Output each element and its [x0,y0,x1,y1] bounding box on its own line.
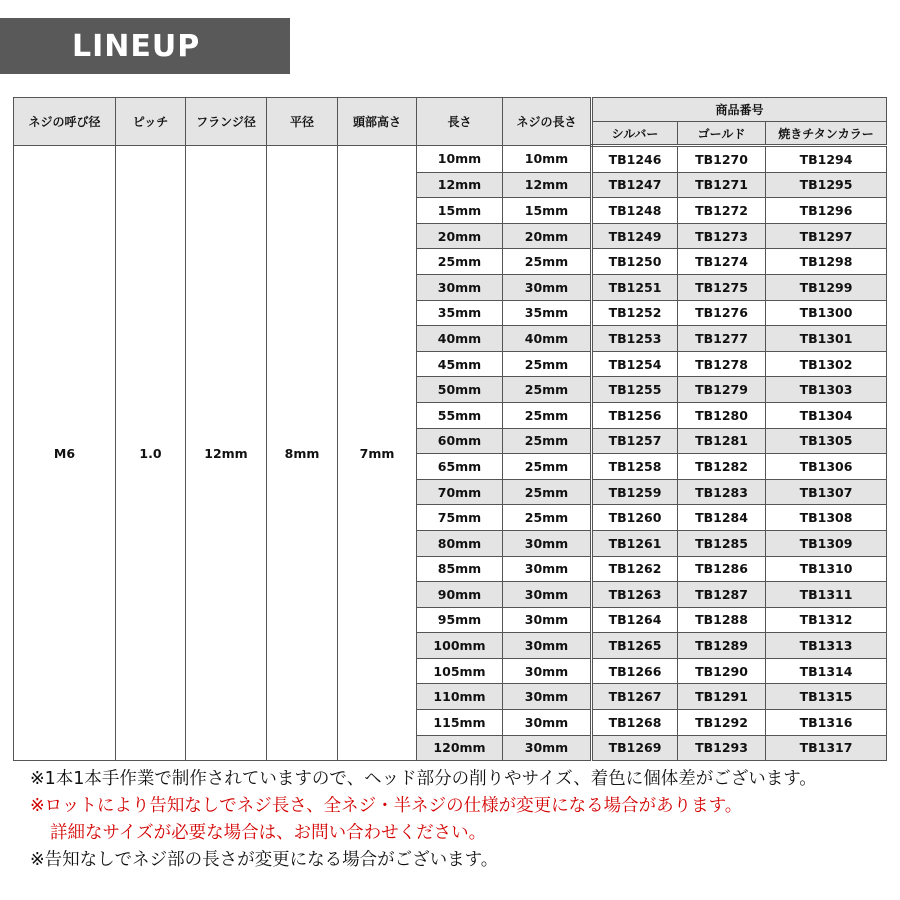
header-gold: ゴールド [678,122,766,146]
cell-gold: TB1270 [678,146,766,173]
cell-thread-length: 15mm [503,198,592,224]
cell-thread-length: 30mm [503,684,592,710]
cell-length: 40mm [417,326,503,352]
cell-gold: TB1292 [678,710,766,736]
cell-thread-length: 30mm [503,735,592,761]
cell-burnt-titanium: TB1311 [766,582,887,608]
cell-thread-length: 30mm [503,530,592,556]
cell-silver: TB1257 [592,428,678,454]
cell-silver: TB1247 [592,172,678,198]
cell-silver: TB1246 [592,146,678,173]
cell-thread-length: 12mm [503,172,592,198]
cell-length: 110mm [417,684,503,710]
cell-thread-length: 30mm [503,633,592,659]
cell-burnt-titanium: TB1302 [766,351,887,377]
cell-thread-length: 30mm [503,658,592,684]
cell-thread-length: 20mm [503,223,592,249]
cell-length: 55mm [417,402,503,428]
note-3: 詳細なサイズが必要な場合は、お問い合わせください。 [50,823,487,843]
cell-length: 60mm [417,428,503,454]
cell-length: 50mm [417,377,503,403]
title-banner [0,18,290,74]
cell-length: 75mm [417,505,503,531]
cell-silver: TB1258 [592,454,678,480]
cell-thread-diameter: M6 [14,146,116,761]
cell-length: 90mm [417,582,503,608]
cell-length: 10mm [417,146,503,173]
cell-silver: TB1261 [592,530,678,556]
cell-flange-diameter: 12mm [186,146,267,761]
cell-gold: TB1281 [678,428,766,454]
header-head-height: 頭部高さ [338,98,417,146]
note-4: ※告知なしでネジ部の長さが変更になる場合がございます。 [30,850,499,870]
cell-silver: TB1265 [592,633,678,659]
cell-silver: TB1250 [592,249,678,275]
cell-length: 12mm [417,172,503,198]
cell-thread-length: 25mm [503,402,592,428]
cell-silver: TB1263 [592,582,678,608]
cell-silver: TB1253 [592,326,678,352]
cell-silver: TB1251 [592,274,678,300]
notes [30,766,890,874]
cell-gold: TB1282 [678,454,766,480]
cell-length: 105mm [417,658,503,684]
cell-silver: TB1268 [592,710,678,736]
cell-silver: TB1252 [592,300,678,326]
cell-burnt-titanium: TB1316 [766,710,887,736]
cell-gold: TB1273 [678,223,766,249]
cell-gold: TB1277 [678,326,766,352]
cell-burnt-titanium: TB1299 [766,274,887,300]
cell-silver: TB1260 [592,505,678,531]
cell-silver: TB1259 [592,479,678,505]
cell-burnt-titanium: TB1307 [766,479,887,505]
cell-gold: TB1283 [678,479,766,505]
cell-burnt-titanium: TB1304 [766,402,887,428]
cell-gold: TB1272 [678,198,766,224]
cell-silver: TB1264 [592,607,678,633]
cell-gold: TB1291 [678,684,766,710]
cell-length: 120mm [417,735,503,761]
cell-thread-length: 25mm [503,479,592,505]
cell-gold: TB1285 [678,530,766,556]
header-flange-diameter: フランジ径 [186,98,267,146]
cell-length: 65mm [417,454,503,480]
cell-thread-length: 25mm [503,351,592,377]
cell-burnt-titanium: TB1308 [766,505,887,531]
cell-silver: TB1249 [592,223,678,249]
cell-length: 35mm [417,300,503,326]
cell-flat-diameter: 8mm [267,146,338,761]
cell-length: 100mm [417,633,503,659]
cell-thread-length: 30mm [503,710,592,736]
cell-thread-length: 40mm [503,326,592,352]
cell-burnt-titanium: TB1296 [766,198,887,224]
header-thread-length: ネジの長さ [503,98,592,146]
cell-gold: TB1289 [678,633,766,659]
cell-gold: TB1284 [678,505,766,531]
cell-gold: TB1293 [678,735,766,761]
header-flat-diameter: 平径 [267,98,338,146]
cell-burnt-titanium: TB1295 [766,172,887,198]
cell-burnt-titanium: TB1310 [766,556,887,582]
cell-burnt-titanium: TB1305 [766,428,887,454]
page-title: LINEUP [72,28,201,64]
cell-burnt-titanium: TB1315 [766,684,887,710]
header-silver: シルバー [592,122,678,146]
cell-length: 115mm [417,710,503,736]
cell-thread-length: 25mm [503,377,592,403]
cell-burnt-titanium: TB1306 [766,454,887,480]
cell-silver: TB1266 [592,658,678,684]
cell-thread-length: 30mm [503,582,592,608]
cell-thread-length: 10mm [503,146,592,173]
cell-burnt-titanium: TB1294 [766,146,887,173]
cell-silver: TB1254 [592,351,678,377]
cell-gold: TB1275 [678,274,766,300]
cell-silver: TB1255 [592,377,678,403]
cell-thread-length: 25mm [503,454,592,480]
cell-gold: TB1287 [678,582,766,608]
note-2: ※ロットにより告知なしでネジ長さ、全ネジ・半ネジの仕様が変更になる場合があります。 [30,796,743,816]
note-1: ※1本1本手作業で制作されていますので、ヘッド部分の削りやサイズ、着色に個体差がございます。 [30,769,817,789]
cell-length: 70mm [417,479,503,505]
cell-thread-length: 25mm [503,428,592,454]
header-thread-diameter: ネジの呼び径 [14,98,116,146]
cell-burnt-titanium: TB1301 [766,326,887,352]
cell-gold: TB1290 [678,658,766,684]
cell-burnt-titanium: TB1314 [766,658,887,684]
cell-length: 45mm [417,351,503,377]
cell-length: 85mm [417,556,503,582]
header-burnt-titanium: 焼きチタンカラー [766,122,887,146]
cell-thread-length: 30mm [503,556,592,582]
cell-burnt-titanium: TB1313 [766,633,887,659]
cell-length: 95mm [417,607,503,633]
cell-length: 15mm [417,198,503,224]
cell-thread-length: 30mm [503,607,592,633]
cell-burnt-titanium: TB1297 [766,223,887,249]
cell-gold: TB1276 [678,300,766,326]
cell-silver: TB1269 [592,735,678,761]
cell-gold: TB1271 [678,172,766,198]
cell-gold: TB1288 [678,607,766,633]
cell-silver: TB1256 [592,402,678,428]
cell-thread-length: 25mm [503,249,592,275]
cell-burnt-titanium: TB1309 [766,530,887,556]
header-product-number: 商品番号 [592,98,887,122]
table-body [14,146,887,761]
cell-head-height: 7mm [338,146,417,761]
cell-burnt-titanium: TB1312 [766,607,887,633]
cell-burnt-titanium: TB1303 [766,377,887,403]
cell-thread-length: 35mm [503,300,592,326]
cell-gold: TB1280 [678,402,766,428]
cell-length: 30mm [417,274,503,300]
cell-burnt-titanium: TB1317 [766,735,887,761]
cell-silver: TB1267 [592,684,678,710]
cell-gold: TB1278 [678,351,766,377]
cell-thread-length: 30mm [503,274,592,300]
cell-gold: TB1274 [678,249,766,275]
cell-length: 25mm [417,249,503,275]
cell-length: 20mm [417,223,503,249]
lineup-table [13,97,887,761]
cell-silver: TB1262 [592,556,678,582]
cell-silver: TB1248 [592,198,678,224]
table-row [14,146,887,173]
cell-burnt-titanium: TB1298 [766,249,887,275]
header-pitch: ピッチ [116,98,186,146]
cell-burnt-titanium: TB1300 [766,300,887,326]
cell-gold: TB1286 [678,556,766,582]
header-length: 長さ [417,98,503,146]
cell-gold: TB1279 [678,377,766,403]
cell-pitch: 1.0 [116,146,186,761]
cell-length: 80mm [417,530,503,556]
cell-thread-length: 25mm [503,505,592,531]
